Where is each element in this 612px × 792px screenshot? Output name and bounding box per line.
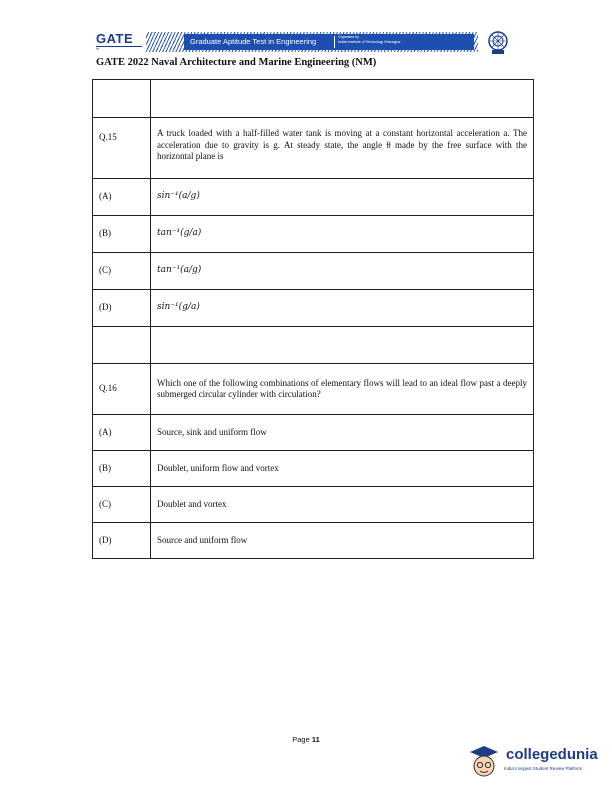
page-label: Page — [292, 735, 310, 744]
option-row — [93, 253, 534, 290]
option-row — [93, 415, 534, 451]
option-text: tan⁻¹(a/g) — [151, 253, 534, 290]
organizer-line1: Organised by — [338, 35, 359, 39]
option-label: (B) — [93, 451, 151, 487]
blank-cell — [151, 327, 534, 364]
option-label: (C) — [93, 487, 151, 523]
banner-title: Graduate Aptitude Test in Engineering — [190, 37, 317, 46]
option-row — [93, 523, 534, 559]
option-row — [93, 290, 534, 327]
option-text: sin⁻¹(g/a) — [151, 290, 534, 327]
option-label: (C) — [93, 253, 151, 290]
option-label: (A) — [93, 415, 151, 451]
table-row-blank — [93, 327, 534, 364]
option-label: (A) — [93, 179, 151, 216]
blank-cell — [93, 327, 151, 364]
banner-divider — [334, 36, 335, 48]
option-text: Doublet and vortex — [151, 487, 534, 523]
student-mascot-icon — [464, 742, 502, 780]
blank-cell — [93, 80, 151, 118]
gate-logo — [96, 31, 144, 55]
question-text: Which one of the following combinations of elementary flows will lead to an ideal flow past a deeply submerged circular cylinder with circulation? — [151, 364, 534, 415]
brand-tagline: India's largest Student Review Platform — [504, 766, 583, 771]
question-number: Q.16 — [93, 364, 151, 415]
option-row — [93, 216, 534, 253]
blank-cell — [151, 80, 534, 118]
option-label: (B) — [93, 216, 151, 253]
option-text: tan⁻¹(g/a) — [151, 216, 534, 253]
collegedunia-logo — [464, 742, 609, 782]
banner-organizer — [338, 35, 401, 45]
page-number-value: 11 — [311, 735, 320, 744]
question-text: A truck loaded with a half-filled water tank is moving at a constant horizontal acceleration a. The acceleration due to gravity is g. At steady state, the angle θ made by the free surface with the horizontal plane is — [151, 118, 534, 179]
iit-emblem-icon — [487, 30, 509, 56]
option-row — [93, 487, 534, 523]
option-row — [93, 179, 534, 216]
option-text: Source, sink and uniform flow — [151, 415, 534, 451]
option-row — [93, 451, 534, 487]
question-row-15 — [93, 118, 534, 179]
organizer-line2: Indian Institute of Technology Kharagpur — [338, 40, 401, 44]
option-text: Source and uniform flow — [151, 523, 534, 559]
gate-logo-subtext: गेट — [96, 46, 142, 53]
gate-logo-text: GATE — [96, 31, 134, 46]
option-text: Doublet, uniform flow and vortex — [151, 451, 534, 487]
brand-name: collegedunia — [506, 746, 598, 763]
table-row-blank — [93, 80, 534, 118]
exam-title: GATE 2022 Naval Architecture and Marine Engineering (NM) — [96, 57, 377, 68]
option-label: (D) — [93, 523, 151, 559]
question-row-16 — [93, 364, 534, 415]
header-bar — [184, 34, 474, 50]
question-table — [92, 79, 534, 559]
option-label: (D) — [93, 290, 151, 327]
question-number: Q.15 — [93, 118, 151, 179]
option-text: sin⁻¹(a/g) — [151, 179, 534, 216]
